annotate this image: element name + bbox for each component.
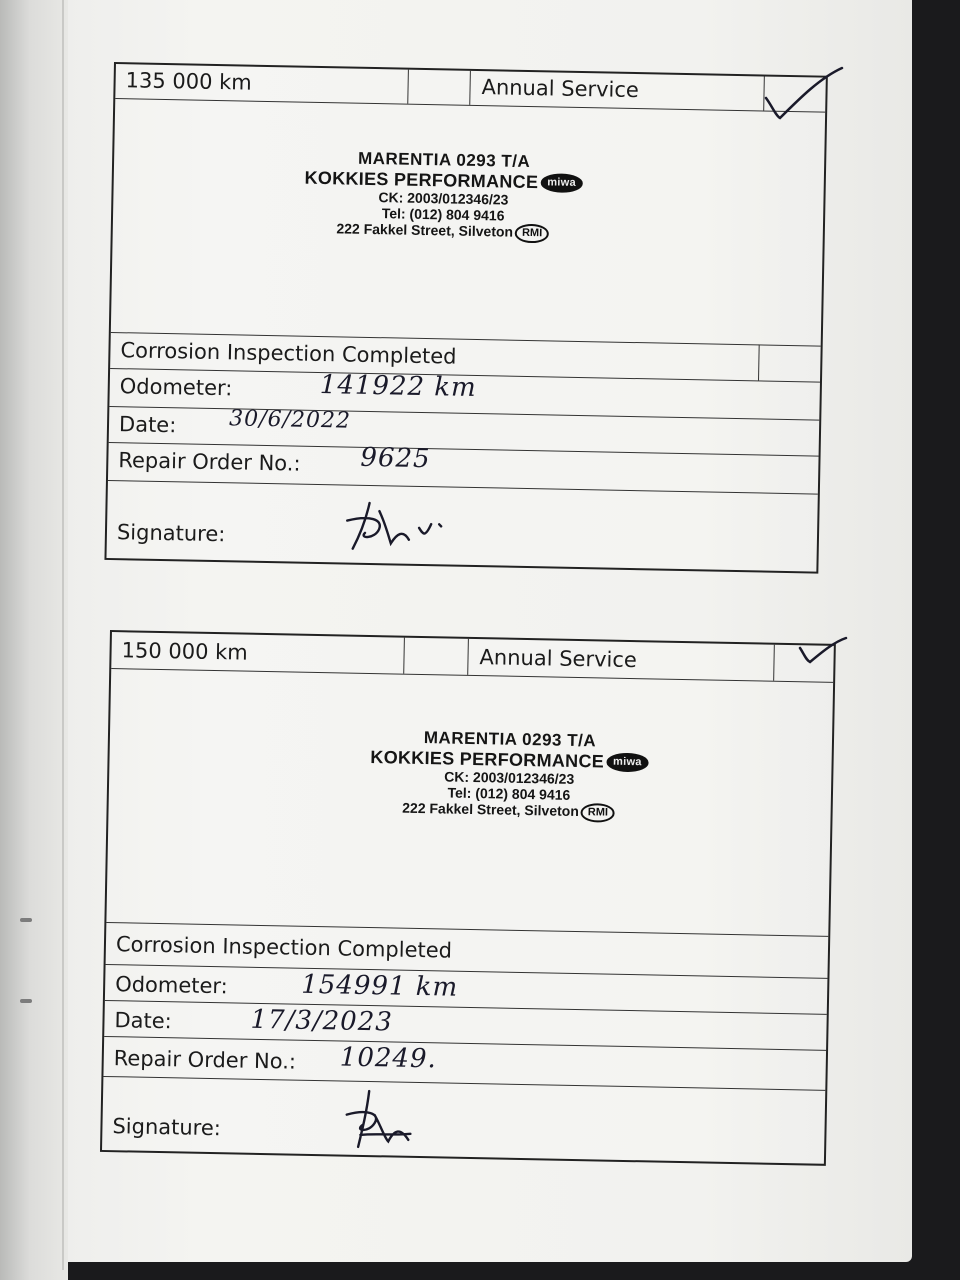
signature-label: Signature: (112, 1114, 222, 1141)
date-label: Date: (118, 412, 177, 438)
checkmark-icon (796, 632, 850, 668)
miwa-logo-icon: miwa (606, 753, 649, 772)
stamp-address: 222 Fakkel Street, Silveton (336, 220, 514, 241)
header-divider (467, 639, 469, 675)
repair-order-value: 9625 (360, 442, 431, 475)
corrosion-label: Corrosion Inspection Completed (115, 932, 453, 963)
service-type-label: Annual Service (481, 75, 640, 103)
row-rule (109, 406, 819, 421)
repair-order-value: 10249. (339, 1042, 438, 1075)
stamp-address: 222 Fakkel Street, Silveton (402, 800, 579, 820)
header-divider (403, 638, 405, 674)
repair-order-label: Repair Order No.: (118, 448, 301, 476)
header-divider (407, 70, 409, 104)
checkmark-icon (760, 62, 850, 126)
miwa-logo-icon: miwa (540, 174, 583, 193)
odometer-label: Odometer: (114, 972, 228, 999)
workshop-stamp (358, 727, 660, 824)
header-divider (773, 645, 775, 681)
rmi-logo-icon: RMI (581, 803, 616, 822)
page-fold (62, 0, 64, 1270)
header-rule (111, 668, 833, 683)
repair-order-label: Repair Order No.: (113, 1046, 297, 1074)
stamp-registration: CK: 2003/012346/23 (444, 768, 575, 788)
row-rule (105, 1000, 827, 1015)
staple-hole (20, 918, 32, 922)
service-type-label: Annual Service (479, 645, 638, 673)
row-rule (108, 480, 818, 495)
stamp-company-line: MARENTIA 0293 T/A (357, 148, 531, 172)
workshop-stamp (293, 147, 595, 244)
corrosion-checkbox (758, 344, 760, 380)
odometer-label: Odometer: (119, 374, 233, 401)
date-value: 17/3/2023 (250, 1004, 394, 1038)
date-value: 30/6/2022 (228, 406, 352, 434)
book-spine (0, 0, 68, 1280)
date-label: Date: (114, 1008, 173, 1034)
odometer-value: 141922 km (319, 370, 478, 404)
staple-hole (20, 999, 32, 1003)
odometer-value: 154991 km (300, 969, 459, 1003)
stamp-phone: Tel: (012) 804 9416 (447, 784, 571, 804)
stamp-phone: Tel: (012) 804 9416 (381, 205, 505, 224)
service-record-135000 (104, 62, 827, 574)
signature-mark (340, 1085, 431, 1157)
mileage-label: 135 000 km (125, 68, 252, 95)
mileage-label: 150 000 km (121, 638, 248, 665)
row-rule (103, 1076, 825, 1091)
stamp-company-line: MARENTIA 0293 T/A (423, 728, 597, 751)
stamp-registration: CK: 2003/012346/23 (378, 189, 509, 208)
service-record-150000 (100, 630, 836, 1166)
stamp-trading-name: KOKKIES PERFORMANCE (304, 167, 539, 192)
header-divider (469, 71, 471, 105)
signature-mark (339, 492, 460, 560)
stamp-trading-name: KOKKIES PERFORMANCE (370, 746, 605, 772)
rmi-logo-icon: RMI (515, 224, 550, 243)
corrosion-label: Corrosion Inspection Completed (120, 338, 457, 369)
signature-label: Signature: (116, 520, 226, 547)
